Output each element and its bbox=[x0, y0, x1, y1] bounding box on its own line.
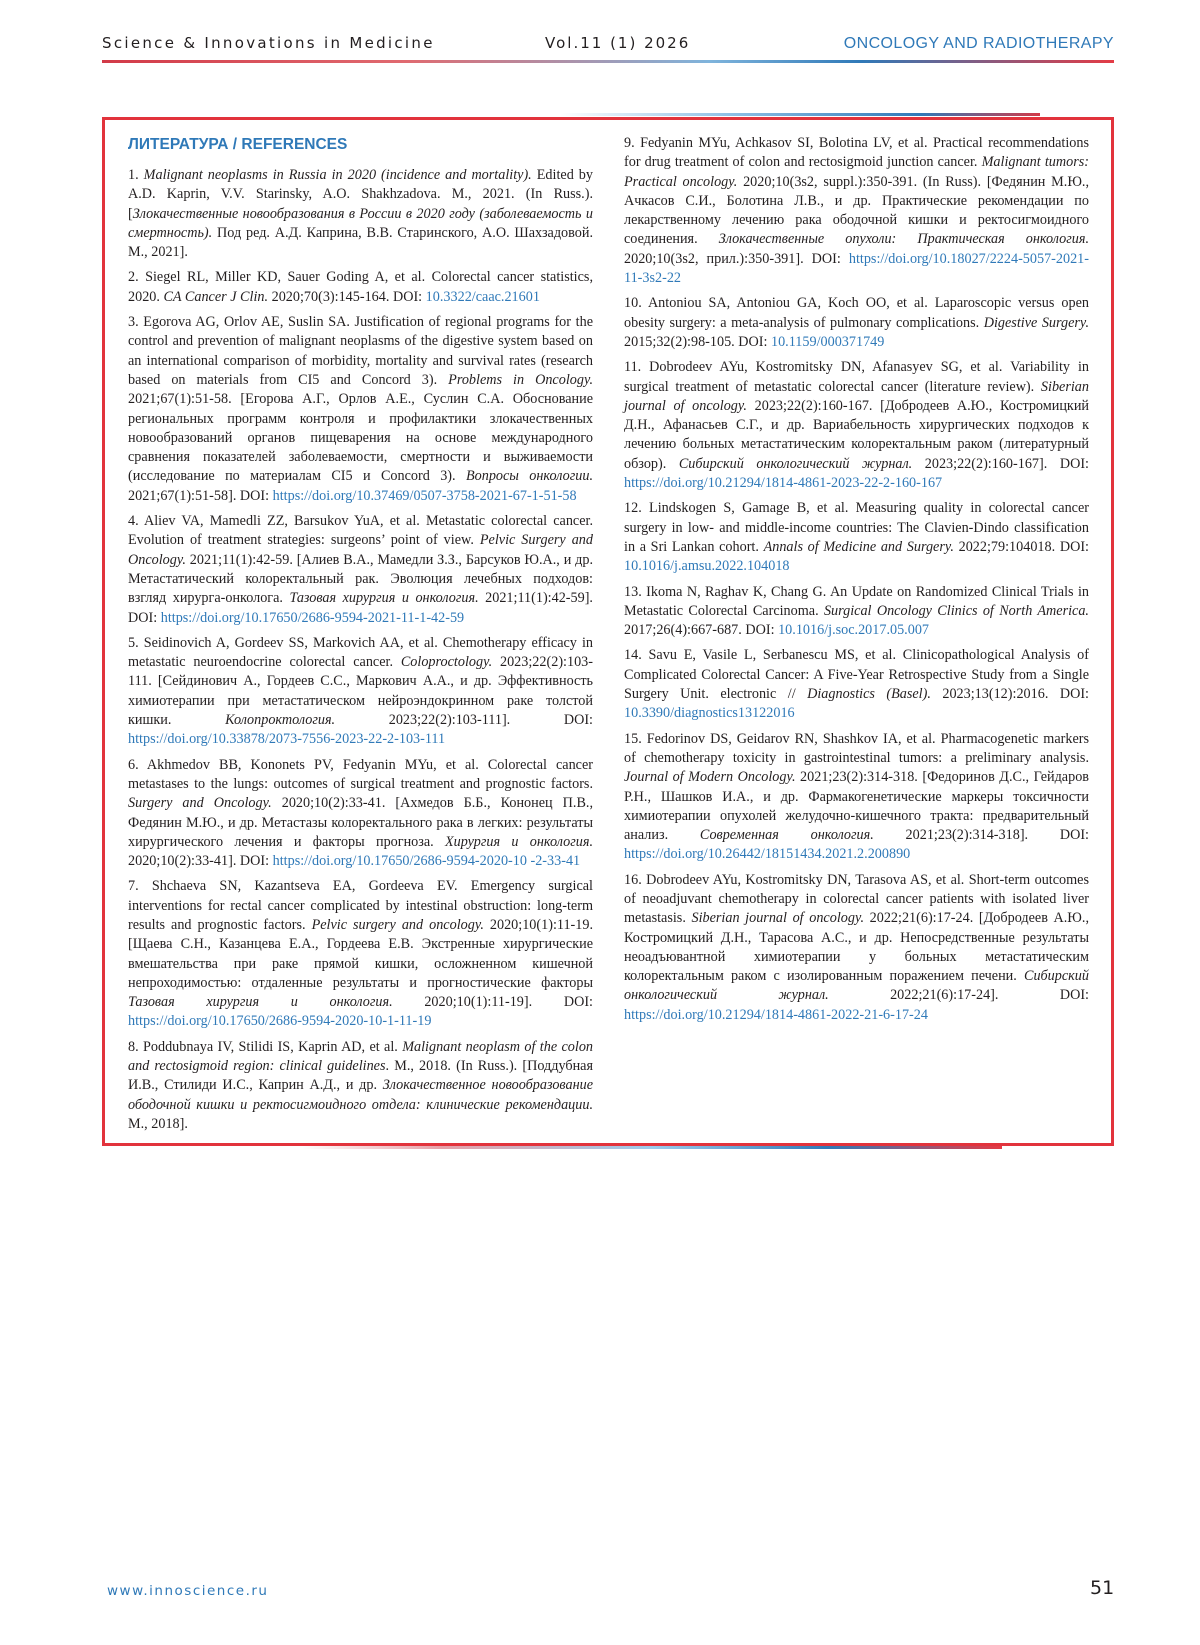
reference-source-title: Колопроктология. bbox=[225, 712, 336, 729]
reference-text: 9. Fedyanin MYu, Achkasov SI, Bolotina LV, et al. Practical recommendations for drug treatment of colon and rectosigmoid junction cancer. bbox=[624, 135, 1089, 171]
reference-source-title: Siberian journal of oncology. bbox=[624, 378, 1089, 414]
reference-source-title: Diagnostics (Basel). bbox=[807, 686, 931, 703]
reference-text: Под ред. А.Д. Каприна, В.В. Старинского, А.О. Шахзадовой. М., 2021]. bbox=[128, 224, 593, 261]
reference-text: 15. Fedorinov DS, Geidarov RN, Shashkov IA, et al. Pharmacogenetic markers of chemotherapy toxicity in gastrointestinal tumors: a preliminary analysis. bbox=[624, 730, 1089, 766]
reference-text: 8. Poddubnaya IV, Stilidi IS, Kaprin AD, et al. bbox=[128, 1038, 403, 1055]
reference-doi-link[interactable]: https://doi.org/10.21294/1814-4861-2022-21-6-17-24 bbox=[624, 1006, 928, 1023]
reference-text: 2020;10(3s2, suppl.):350-391. (In Russ). [Федянин М.Ю., Ачкасов С.И., Болотина Л.В., и др. Практические рекомендации по лекарственному лечению рака ободочной кишки и ректосигмоидного соединения. bbox=[624, 173, 1090, 248]
reference-text: 2023;22(2):160-167]. DOI: bbox=[912, 455, 1089, 472]
reference-text: 2020;70(3):145-164. DOI: bbox=[268, 288, 426, 305]
reference-text: 2021;23(2):314-318]. DOI: bbox=[873, 827, 1089, 844]
reference-source-title: CA Cancer J Clin. bbox=[163, 288, 269, 305]
reference-text: . M., 2018. (In Russ.). [Поддубная И.В., Стилиди И.С., Каприн А.Д., и др. bbox=[128, 1058, 593, 1094]
reference-text: 10. Antoniou SA, Antoniou GA, Koch OO, et al. Laparoscopic versus open obesity surgery: a meta-analysis of pulmonary complications. bbox=[624, 295, 1089, 331]
references-title: ЛИТЕРАТУРА / REFERENCES bbox=[128, 136, 348, 153]
reference-source-title: Сибирский онкологический журнал. bbox=[624, 968, 1089, 1004]
journal-name: Science & Innovations in Medicine bbox=[102, 34, 435, 52]
reference-item bbox=[128, 512, 593, 628]
reference-text: 14. Savu E, Vasile L, Serbanescu MS, et al. Clinicopathological Analysis of Complicated Colorectal Cancer: A Five-Year Retrospective Study from a Single Surgery Unit. electronic // bbox=[624, 647, 1089, 703]
reference-source-title: Coloproctology. bbox=[400, 654, 493, 671]
reference-text: 2022;21(6):17-24]. DOI: bbox=[828, 987, 1089, 1004]
reference-text: 1. bbox=[128, 167, 144, 183]
reference-doi-link[interactable]: https://doi.org/10.33878/2073-7556-2023-22-2-103-111 bbox=[128, 731, 446, 748]
reference-text: 13. Ikoma N, Raghav K, Chang G. An Update on Randomized Clinical Trials in Metastatic Colorectal Carcinoma. bbox=[624, 583, 1089, 619]
reference-text: 2023;13(12):2016. DOI: bbox=[930, 686, 1089, 703]
reference-source-title: Surgical Oncology Clinics of North America. bbox=[823, 602, 1089, 619]
section-title: ONCOLOGY AND RADIOTHERAPY bbox=[843, 35, 1114, 52]
reference-item bbox=[624, 294, 1089, 352]
reference-text: 2021;11(1):42-59. [Алиев В.А., Мамедли З.З., Барсуков Ю.А., и др. Метастатический колоректальный рак. Эволюция лечебных подходов: взгляд хирурга-онколога. bbox=[128, 551, 593, 607]
reference-item bbox=[128, 313, 593, 506]
header-divider bbox=[102, 60, 1114, 63]
reference-text: 12. Lindskogen S, Gamage B, et al. Measuring quality in colorectal cancer surgery in low- and middle-income countries: The Clavien-Dindo classification in a Sri Lankan cohort. bbox=[624, 500, 1089, 555]
reference-doi-link[interactable]: 10.1016/j.amsu.2022.104018 bbox=[624, 558, 790, 575]
reference-doi-link[interactable]: https://doi.org/10.26442/18151434.2021.2.200890 bbox=[624, 846, 911, 863]
reference-item bbox=[624, 871, 1089, 1025]
references-box bbox=[102, 117, 1114, 1146]
reference-source-title: Malignant neoplasms in Russia in 2020 (incidence and mortality). bbox=[143, 167, 532, 183]
reference-text: 5. Seidinovich A, Gordeev SS, Markovich AA, et al. Chemotherapy efficacy in metastatic neuroendocrine colorectal cancer. bbox=[128, 634, 593, 671]
reference-text: Edited by A.D. Kaprin, V.V. Starinsky, A.O. Shakhzadova. M., 2021. (In Russ.). [ bbox=[128, 167, 593, 222]
reference-item bbox=[128, 166, 593, 262]
reference-source-title: Problems in Oncology. bbox=[448, 371, 594, 388]
reference-doi-link[interactable]: https://doi.org/10.37469/0507-3758-2021-67-1-51-58 bbox=[272, 487, 577, 504]
reference-text: 2021;23(2):314-318. [Федоринов Д.С., Гейдаров Р.Н., Шашков И.А., и др. Фармакогенетические маркеры токсичности химиотерапии опухолей желудочно-кишечного тракта: предварительный анализ. bbox=[624, 769, 1089, 844]
reference-text: 2020;10(2):33-41. [Ахмедов Б.Б., Кононец П.В., Федянин М.Ю., и др. Метастазы колоректального рака в легких: результаты хирургического лечения и факторы прогноза. bbox=[128, 795, 593, 850]
box-bottom-accent bbox=[302, 1146, 1002, 1149]
references-column-right bbox=[624, 134, 1089, 1031]
reference-source-title: Surgery and Oncology. bbox=[128, 795, 272, 812]
reference-text: 2017;26(4):667-687. DOI: bbox=[624, 622, 779, 639]
reference-item bbox=[624, 358, 1089, 493]
reference-text: 3. Egorova AG, Orlov AE, Suslin SA. Justification of regional programs for the control and prevention of malignant neoplasms of the digestive system based on an international comparison of morbidity, mortality and survival rates (research based on materials from CI5 and Concord 3). bbox=[128, 314, 593, 388]
reference-doi-link[interactable]: https://doi.org/10.17650/2686-9594-2020-10 -2-33-41 bbox=[272, 853, 581, 870]
reference-source-title: Digestive Surgery. bbox=[983, 314, 1089, 331]
reference-source-title: Journal of Modern Oncology. bbox=[624, 769, 796, 786]
reference-source-title: Annals of Medicine and Surgery. bbox=[763, 538, 954, 555]
reference-text: 2. Siegel RL, Miller KD, Sauer Goding A, et al. Colorectal cancer statistics, 2020. bbox=[128, 269, 593, 305]
reference-item bbox=[128, 634, 593, 750]
reference-item bbox=[624, 730, 1089, 865]
reference-source-title: Сибирский онкологический журнал. bbox=[678, 455, 913, 472]
reference-doi-link[interactable]: https://doi.org/10.18027/2224-5057-2021-11-3s2-22 bbox=[624, 250, 1089, 287]
reference-source-title: Злокачественное новообразование ободочной кишки и ректосигмоидного отдела: клинические рекомендации. bbox=[128, 1077, 593, 1113]
reference-source-title: Злокачественные новообразования в России в 2020 году (заболеваемость и смертность). bbox=[128, 205, 593, 241]
reference-item bbox=[624, 646, 1089, 723]
reference-text: 2021;67(1):51-58. [Егорова А.Г., Орлов А.Е., Суслин С.А. Обоснование региональных программ контроля и профилактики злокачественных новообразований органов пищеварения на основе международного сравнения показателей заболеваемости, смертности и выживаемости (исследование по материалам CI5 и Concord 3). bbox=[128, 391, 593, 485]
box-top-accent bbox=[560, 113, 1040, 116]
reference-source-title: Вопросы онкологии. bbox=[465, 468, 593, 485]
reference-source-title: Современная онкология. bbox=[699, 827, 874, 844]
reference-item bbox=[624, 134, 1089, 288]
reference-text: 16. Dobrodeev AYu, Kostromitsky DN, Tarasova AS, et al. Short-term outcomes of neoadjuvant chemotherapy in colorectal cancer patients with isolated liver metastasis. bbox=[624, 871, 1089, 927]
reference-source-title: Pelvic Surgery and Oncology. bbox=[128, 532, 593, 568]
reference-item bbox=[128, 756, 593, 872]
reference-text: 2020;10(1):11-19]. DOI: bbox=[392, 994, 593, 1011]
reference-source-title: Siberian journal of oncology. bbox=[691, 910, 865, 927]
reference-doi-link[interactable]: 10.1016/j.soc.2017.05.007 bbox=[778, 622, 930, 639]
reference-text: 2021;67(1):51-58]. DOI: bbox=[128, 487, 273, 504]
footer-website-link[interactable]: www.innoscience.ru bbox=[107, 1583, 269, 1599]
reference-source-title: Pelvic surgery and oncology. bbox=[311, 916, 484, 933]
reference-text: 2020;10(1):11-19. [Щаева С.Н., Казанцева Е.А., Гордеева Е.В. Экстренные хирургические вмешательства при раке прямой кишки, осложненном кишечной непроходимостью: отдаленные результаты и прогностические факторы bbox=[128, 916, 593, 991]
reference-text: 2020;10(3s2, прил.):350-391]. DOI: bbox=[624, 250, 849, 267]
reference-text: 2021;11(1):42-59]. DOI: bbox=[128, 590, 593, 626]
reference-text: 2023;22(2):103-111. [Сейдинович А., Гордеев С.С., Маркович А.А., и др. Эффективность химиотерапии при метастатическом нейроэндокринном раке толстой кишки. bbox=[128, 654, 593, 729]
reference-text: 2015;32(2):98-105. DOI: bbox=[624, 333, 771, 350]
reference-item bbox=[128, 1038, 593, 1134]
reference-doi-link[interactable]: https://doi.org/10.17650/2686-9594-2020-10-1-11-19 bbox=[128, 1013, 432, 1030]
references-column-left bbox=[128, 134, 593, 1140]
reference-text: 11. Dobrodeev AYu, Kostromitsky DN, Afanasyev SG, et al. Variability in surgical treatment of metastatic colorectal cancer (literature review). bbox=[624, 359, 1089, 395]
reference-source-title: Malignant tumors: Practical oncology. bbox=[624, 154, 1089, 190]
reference-text: 7. Shchaeva SN, Kazantseva EA, Gordeeva EV. Emergency surgical interventions for rectal cancer complicated by intestinal obstruction: long-term results and prognostic factors. bbox=[128, 878, 593, 933]
reference-text: М., 2018]. bbox=[128, 1115, 188, 1132]
reference-source-title: Тазовая хирургия и онкология. bbox=[128, 994, 393, 1011]
reference-text: 2022;21(6):17-24. [Добродеев А.Ю., Костромицкий Д.Н., Тарасова А.С., и др. Непосредственные результаты неоадъювантной химиотерапии у больных метастатическим колоректальным раком с изолированным поражением печени. bbox=[624, 910, 1089, 985]
reference-text: 4. Aliev VA, Mamedli ZZ, Barsukov YuA, et al. Metastatic colorectal cancer. Evolution of treatment strategies: surgeons’ point of view. bbox=[128, 513, 593, 549]
reference-item bbox=[128, 877, 593, 1031]
reference-doi-link[interactable]: https://doi.org/10.17650/2686-9594-2021-11-1-42-59 bbox=[160, 609, 465, 626]
reference-source-title: Злокачественные опухоли: Практическая онкология. bbox=[718, 231, 1089, 248]
reference-text: 2023;22(2):103-111]. DOI: bbox=[335, 712, 593, 729]
reference-item bbox=[128, 268, 593, 307]
reference-source-title: Тазовая хирургия и онкология. bbox=[289, 590, 479, 607]
reference-doi-link[interactable]: https://doi.org/10.21294/1814-4861-2023-22-2-160-167 bbox=[624, 475, 943, 492]
reference-text: 6. Akhmedov BB, Kononets PV, Fedyanin MYu, et al. Colorectal cancer metastases to the lungs: outcomes of surgical treatment and prognostic factors. bbox=[128, 756, 593, 792]
reference-source-title: Malignant neoplasm of the colon and rectosigmoid region: clinical guidelines bbox=[128, 1038, 594, 1075]
reference-source-title: Хирургия и онкология. bbox=[445, 833, 593, 850]
page-number: 51 bbox=[1090, 1577, 1115, 1599]
reference-item bbox=[624, 583, 1089, 641]
volume-issue: Vol.11 (1) 2026 bbox=[545, 34, 691, 52]
reference-doi-link[interactable]: 10.3322/caac.21601 bbox=[425, 288, 540, 305]
reference-text: 2020;10(2):33-41]. DOI: bbox=[128, 853, 273, 870]
reference-text: 2023;22(2):160-167. [Добродеев А.Ю., Костромицкий Д.Н., Афанасьев С.Г., и др. Вариабельность хирургических подходов к лечению больных метастатическим колоректальным раком (литературный обзор). bbox=[624, 397, 1089, 472]
reference-doi-link[interactable]: 10.3390/diagnostics13122016 bbox=[624, 705, 795, 722]
reference-item bbox=[624, 499, 1089, 576]
page-header bbox=[102, 34, 1114, 56]
reference-text: 2022;79:104018. DOI: bbox=[953, 538, 1089, 555]
reference-doi-link[interactable]: 10.1159/000371749 bbox=[770, 333, 885, 350]
